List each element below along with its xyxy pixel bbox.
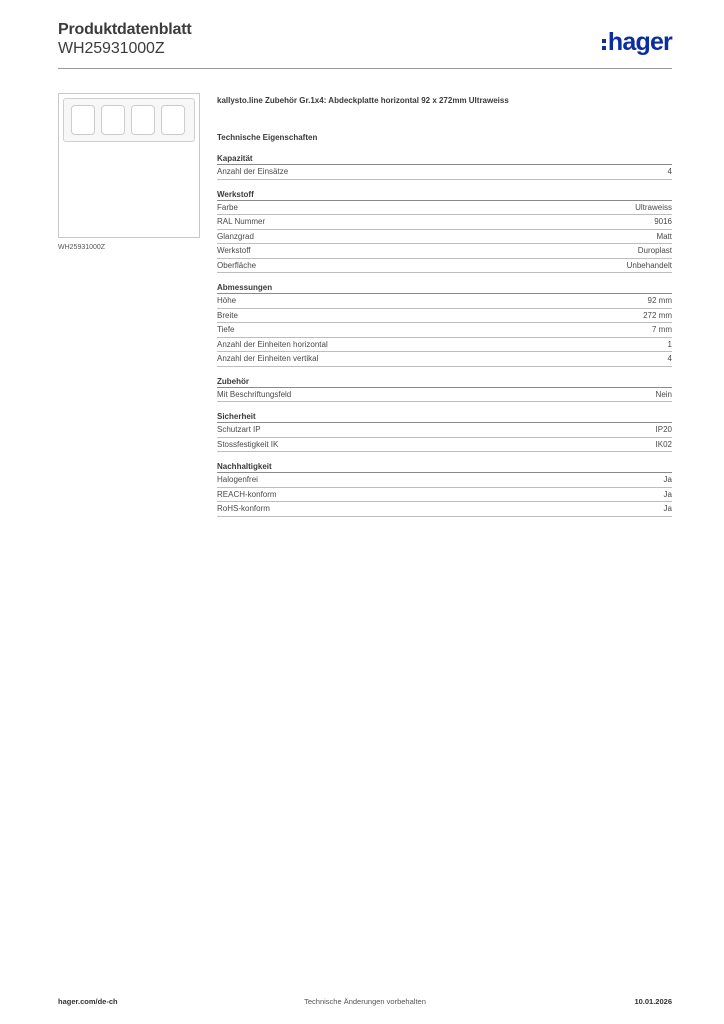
spec-value: 4 [667,354,672,363]
spec-row [217,438,672,453]
spec-value: 4 [667,167,672,176]
image-caption: WH25931000Z [58,244,106,251]
spec-value: 92 mm [647,296,672,305]
spec-row [217,201,672,216]
document-title: Produktdatenblatt [58,21,192,38]
spec-row [217,244,672,259]
spec-label: REACH-konform [217,489,277,499]
spec-group-title: Zubehör [217,376,672,388]
spec-row [217,309,672,324]
spec-group-title: Abmessungen [217,282,672,294]
spec-label: Werkstoff [217,246,251,255]
spec-row [217,338,672,353]
plate-slot [101,105,125,135]
spec-group [217,282,672,367]
spec-value: Ultraweiss [635,202,672,212]
specifications [217,96,672,517]
spec-label: Anzahl der Einsätze [217,167,289,176]
footer-notice: Technische Änderungen vorbehalten [304,997,426,1006]
spec-group-title: Sicherheit [217,411,672,423]
spec-value: Unbehandelt [626,260,672,270]
spec-value: Ja [663,504,672,513]
page-header [58,20,672,70]
spec-label: RAL Nummer [217,217,266,226]
spec-group-title: Nachhaltigkeit [217,461,672,473]
spec-value: IK02 [655,439,672,449]
footer-date: 10.01.2026 [634,997,672,1006]
section-title: Technische Eigenschaften [217,133,318,142]
spec-label: Anzahl der Einheiten vertikal [217,354,319,363]
spec-row [217,502,672,517]
spec-group [217,189,672,274]
plate-slot [131,105,155,135]
spec-group-title: Werkstoff [217,189,672,201]
spec-row [217,259,672,274]
spec-value: Duroplast [637,246,672,255]
spec-value: IP20 [655,425,672,434]
spec-group [217,461,672,517]
spec-label: Stossfestigkeit IK [217,439,279,449]
spec-label: Oberfläche [217,260,257,270]
footer-website[interactable]: hager.com/de-ch [58,997,118,1006]
spec-value: Ja [663,475,672,484]
spec-label: Breite [217,310,238,320]
spec-value: 7 mm [652,325,672,334]
spec-group [217,376,672,403]
spec-row [217,473,672,488]
spec-label: Tiefe [217,325,235,334]
spec-value: Ja [663,489,672,499]
spec-label: Farbe [217,202,238,212]
spec-row [217,230,672,245]
hager-logo [602,28,672,56]
spec-row [217,323,672,338]
spec-group [217,411,672,452]
spec-label: Mit Beschriftungsfeld [217,389,292,399]
spec-group-title: Kapazität [217,153,672,165]
spec-value: 9016 [654,217,672,226]
product-code: WH25931000Z [58,40,165,57]
header-divider [58,68,672,69]
spec-value: Nein [655,389,672,399]
spec-label: Glanzgrad [217,231,254,241]
spec-groups [217,153,672,517]
plate-slot [71,105,95,135]
spec-row [217,388,672,403]
product-image [58,93,200,238]
cover-plate-illustration [63,98,195,142]
spec-row [217,294,672,309]
spec-label: Anzahl der Einheiten horizontal [217,339,328,349]
spec-value: 1 [667,339,672,349]
spec-group [217,153,672,180]
spec-row [217,352,672,367]
plate-slot [161,105,185,135]
spec-row [217,423,672,438]
product-description: kallysto.line Zubehör Gr.1x4: Abdeckplatte horizontal 92 x 272mm Ultraweiss [217,96,509,105]
spec-value: Matt [656,231,672,241]
spec-row [217,165,672,180]
logo-text: hager [607,28,672,56]
logo-colon-icon [602,39,606,50]
spec-label: Halogenfrei [217,475,258,484]
spec-label: Höhe [217,296,237,305]
spec-label: Schutzart IP [217,425,261,434]
spec-value: 272 mm [643,310,672,320]
spec-row [217,215,672,230]
spec-label: RoHS-konform [217,504,270,513]
spec-row [217,488,672,503]
